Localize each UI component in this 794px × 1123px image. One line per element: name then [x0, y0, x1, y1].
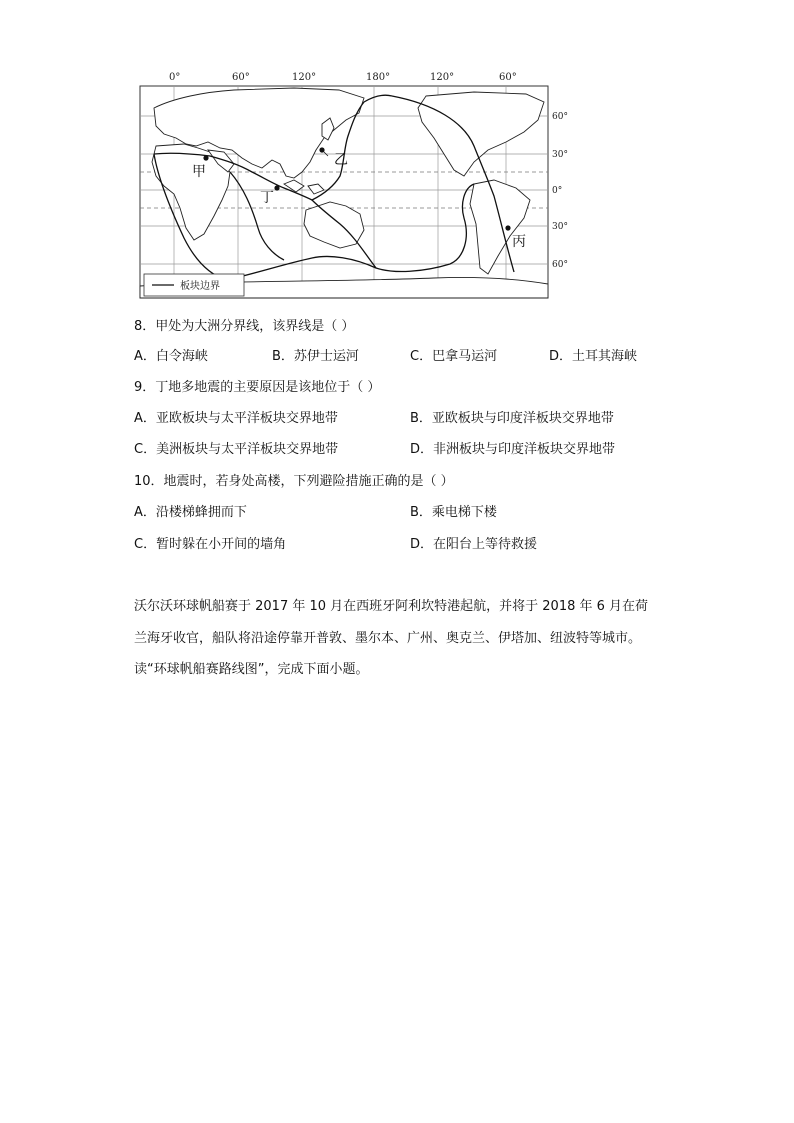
q8-option-c: C．巴拿马运河 [410, 349, 498, 364]
label-jia: 甲 [192, 164, 206, 180]
q10-option-a: A．沿楼梯蜂拥而下 [134, 505, 247, 520]
lat-label-0: 0° [552, 186, 563, 196]
label-yi: 乙 [334, 152, 348, 168]
passage-line-1: 沃尔沃环球帆船赛于 2017 年 10 月在西班牙阿利坎特港起航，并将于 2018 年 6 月在荷 [134, 599, 649, 614]
q9-option-c: C．美洲板块与太平洋板块交界地带 [134, 442, 339, 457]
passage-line-3: 读“环球帆船赛路线图”，完成下面小题。 [134, 662, 369, 677]
q8-option-a: A．白令海峡 [134, 349, 208, 364]
lon-label-0: 0° [169, 72, 181, 83]
question-8-stem: 8．甲处为大洲分界线，该界线是（ ） [134, 319, 355, 334]
q9-option-a: A．亚欧板块与太平洋板块交界地带 [134, 411, 338, 426]
lat-label-30s: 30° [552, 222, 568, 232]
marker-jia [203, 155, 208, 160]
label-ding: 丁 [260, 190, 274, 206]
q10-option-b: B．乘电梯下楼 [410, 505, 497, 520]
q8-option-b: B．苏伊士运河 [272, 349, 359, 364]
lon-label-120w: 120° [430, 72, 455, 83]
plate-boundary-map [134, 68, 566, 304]
question-9-stem: 9．丁地多地震的主要原因是该地位于（ ） [134, 380, 381, 395]
passage-line-2: 兰海牙收官，船队将沿途停靠开普敦、墨尔本、广州、奥克兰、伊塔加、纽波特等城市。 [134, 631, 642, 646]
lon-label-60e: 60° [232, 72, 250, 83]
world-map-svg [134, 68, 566, 304]
question-10-stem: 10．地震时，若身处高楼，下列避险措施正确的是（ ） [134, 474, 454, 489]
lat-label-60s: 60° [552, 260, 568, 270]
lat-label-60n: 60° [552, 112, 568, 122]
lon-label-180: 180° [366, 72, 391, 83]
lon-label-120e: 120° [292, 72, 317, 83]
q9-option-b: B．亚欧板块与印度洋板块交界地带 [410, 411, 614, 426]
legend-label: 板块边界 [180, 281, 220, 292]
q10-option-d: D．在阳台上等待救援 [410, 537, 538, 552]
q9-option-d: D．非洲板块与印度洋板块交界地带 [410, 442, 616, 457]
q10-option-c: C．暂时躲在小开间的墙角 [134, 537, 287, 552]
marker-bing [505, 225, 510, 230]
continent-outlines [140, 88, 548, 298]
lat-label-30n: 30° [552, 150, 568, 160]
marker-ding [274, 185, 279, 190]
q8-option-d: D．土耳其海峡 [549, 349, 638, 364]
lon-label-60w: 60° [499, 72, 517, 83]
label-bing: 丙 [512, 234, 526, 250]
